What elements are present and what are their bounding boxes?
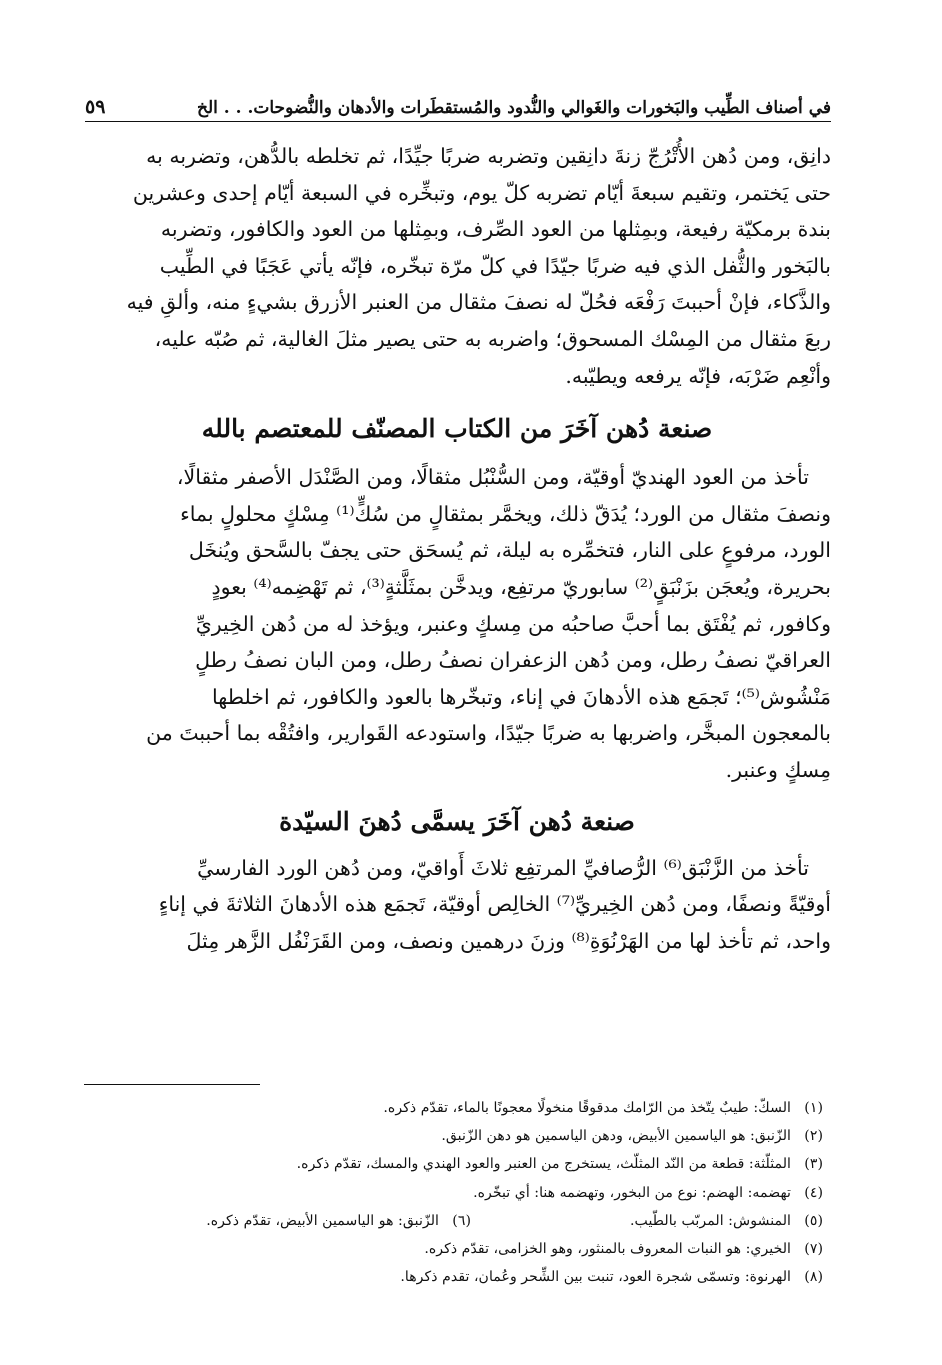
section-heading-sayyida-oil: صنعة دُهن آخَرَ يسمَّى دُهنَ السيّدة (279, 806, 635, 836)
text-line: وكافور، ثم يُفْتَق بما أحبَّ صاحبُه من مِسكٍ وعنبر، ويؤخذ له من دُهن الخِيريِّ (195, 611, 831, 636)
text-line: بالبَخور والثُّفل الذي فيه ضربًا جيّدًا في كلّ مرّة تبخّره، فإنّه يأتي عَجَبًا في الطِّيب (159, 253, 831, 278)
text-line: بندة برمكيّة رفيعة، وبمِثلها من العود الصِّرف، وبمِثلها من العود والكافور، وتضربه (160, 217, 831, 242)
footnote (95, 1122, 823, 1150)
footnote-number: (٥) (804, 1212, 823, 1229)
paragraph-mutasim-oil (83, 459, 831, 788)
main-text (83, 138, 831, 959)
footnote (95, 1179, 823, 1207)
text-line: مِسكٍ وعنبر. (725, 757, 831, 782)
footnote (95, 1150, 823, 1178)
text-line: حتى يَختمر، وتقيم سبعةَ أيّام تضربه كلّ يوم، وتبخِّره في السبعة أيّام إحدى وعشرين (132, 180, 831, 205)
footnote-number: (٨) (804, 1269, 823, 1286)
footnote-text: الخيري: هو النبات المعروف بالمنثور، وهو الخزامى، تقدّم ذكره. (424, 1241, 791, 1258)
footnote-rule (84, 1084, 260, 1085)
text-line: الورد، مرفوعٍ على النار، فتخمِّره به ليلة، ثم يُسحَق حتى يجفّ بالسَّحق ويُنخَل (188, 538, 831, 563)
text-line: أوقيّةً ونصفًا، ومن دُهن الخِيريِّ⁽⁷⁾ الخالِص أوقيّة، تَجمَع هذه الأدهانَ الثلاثةَ في إناءٍ (158, 892, 831, 917)
page-number: ٥٩ (85, 96, 106, 118)
footnotes (95, 1094, 823, 1291)
text-line: واحد، ثم تأخذ لها من الهَرْنُوَةِ⁽⁸⁾ وزنَ درهمين ونصف، ومن القَرَنْفُل الزَّهر مِثلَ (186, 928, 831, 953)
text-line: تأخذ من الزَّنْبَق⁽⁶⁾ الرُّصافيِّ المرتفِع ثلاثَ أَواقيّ، ومن دُهن الورد الفارسيِّ (197, 855, 809, 880)
footnote-pair (95, 1207, 823, 1235)
footnote-text: الهرنوة: وتسمّى شجرة العود، تنبت بين الشِّحر وعُمان، تقدم ذكرها. (400, 1269, 791, 1286)
footnote-text: الزّنبق: هو الياسمين الأبيض، ودهن الياسمين هو دهن الزّنبق. (441, 1128, 791, 1145)
text-line: والذَّكاء، فإنْ أحببتَ رَفْعَه فحُلّ له نصفَ مثقال من العنبر الأزرق بشيءٍ منه، وألقِ فيه (126, 290, 831, 315)
footnote-text: الزّنبق: هو الياسمين الأبيض، تقدّم ذكره. (206, 1212, 439, 1229)
header-rule (85, 121, 831, 122)
text-line: بحريرة، ويُعجَن بزَنْبَقٍ⁽²⁾ سابوريّ مرتفِع، ويدخَّن بمثَلَّثةٍ⁽³⁾، ثم تَهْضِمه⁽⁴⁾ بعودٍ (211, 574, 831, 599)
paragraph-continuation (83, 138, 831, 394)
footnote (95, 1263, 823, 1291)
footnote-text: تهضمه: الهضم: نوع من البخور، وتهضمه هنا: أي تبخّره. (473, 1184, 791, 1201)
text-line: بالمعجون المبخَّر، واضربها به ضربًا جيّدًا، واستودعه القَوارير، وافتُقْه بما أحببتَ من (146, 721, 831, 746)
text-line: ونصفَ مثقال من الورد؛ يُدَقّ ذلك، ويخمَّر بمثقالٍ من سُكٍّ⁽¹⁾ مِسْكٍ محلولٍ بماء (180, 501, 831, 526)
footnote-text: المنشوش: المربّب بالطّيب. (630, 1212, 791, 1229)
text-line: العراقيّ نصفُ رطل، ومن دُهن الزعفران نصفُ رطل، ومن البان نصفُ رطلٍ (195, 648, 831, 673)
footnote-number: (١) (804, 1100, 823, 1116)
footnote-number: (٤) (804, 1184, 823, 1201)
text-line: مَنْشُوش⁽⁵⁾؛ تَجمَع هذه الأدهانَ في إناء، وتبخّرها بالعود والكافور، ثم اخلطها (212, 684, 831, 709)
footnote-number: (٧) (804, 1241, 823, 1258)
page-header (85, 88, 831, 118)
footnote-number: (٢) (804, 1128, 823, 1145)
paragraph-sayyida-oil (83, 850, 831, 960)
footnote (95, 1235, 823, 1263)
footnote-text: المثلّثة: قطعة من النّد المثلّث، يستخرج من العنبر والعود الهندي والمسك، تقدّم ذكره. (296, 1156, 791, 1173)
text-line: دانِق، ومن دُهن الأُتْرُجّ زنةَ دانِقين وتضربه ضربًا جيِّدًا، ثم تخلطه بالدُّهن، وتضربه به (146, 144, 831, 168)
text-line: ربعَ مثقال من المِسْك المسحوق؛ واضربه به حتى يصير مثلَ الغالية، ثم صُبّه عليه، (154, 326, 831, 351)
footnote-number: (٣) (804, 1156, 823, 1173)
footnote-text: السكّ: طيبٌ يتّخذ من الرّامك مدقوقًا منخولًا معجونًا بالماء، تقدّم ذكره. (383, 1100, 791, 1116)
running-title: في أصناف الطِّيب والبَخورات والغَوالي والنُّدود والمُستقطَرات والأدهان والنُّضوحات. . . الخ (196, 98, 831, 118)
text-line: وأنْعِم ضَرْبَه، فإنّه يرفعه ويطيّبه. (565, 363, 831, 388)
footnote-number: (٦) (452, 1212, 471, 1229)
text-line: تأخذ من العود الهنديّ أوقيّة، ومن السُّنْبُل مثقالًا، ومن الصَّنْدَل الأصفر مثقالًا، (176, 465, 809, 490)
section-heading-mutasim-oil: صنعة دُهن آخَرَ من الكتاب المصنّف للمعتصم بالله (201, 414, 713, 444)
footnote (95, 1094, 823, 1122)
